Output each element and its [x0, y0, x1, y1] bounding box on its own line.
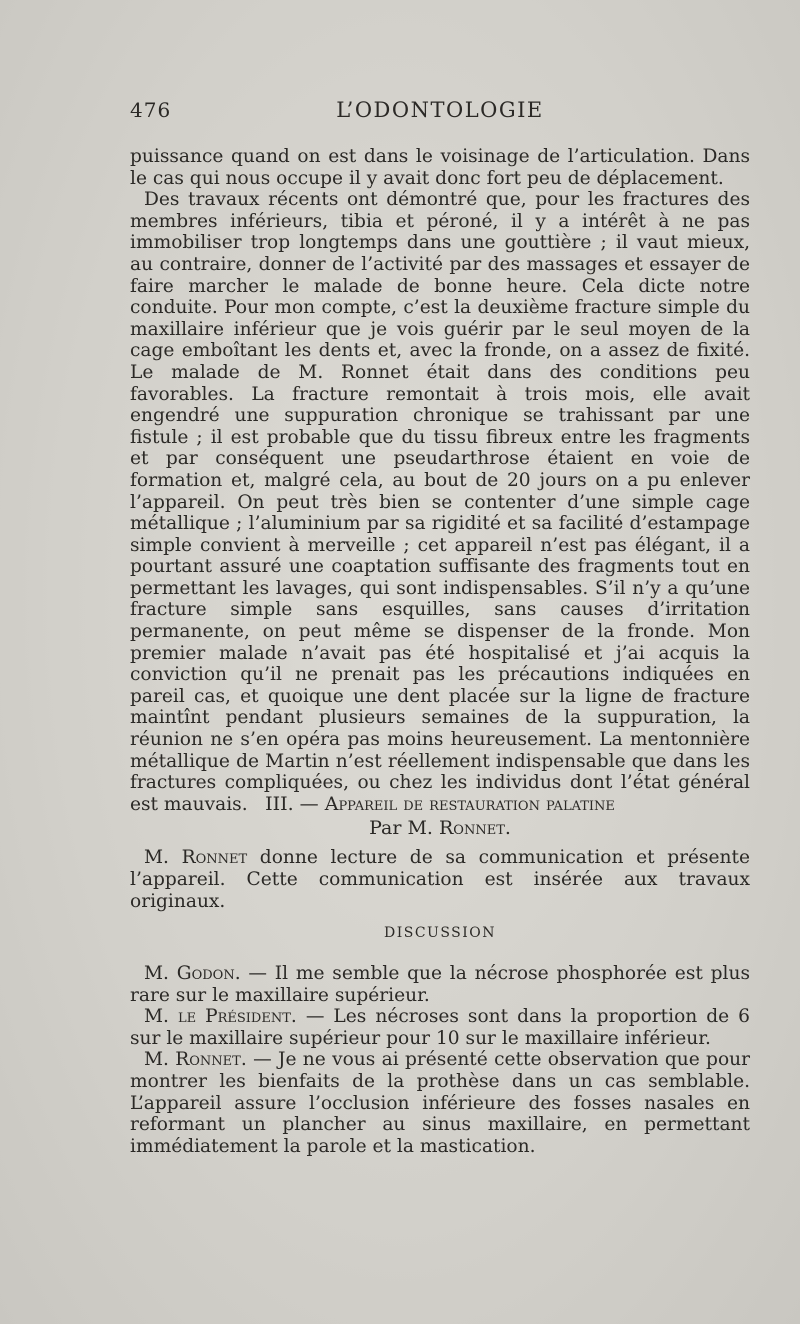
section-paragraph	[130, 847, 750, 913]
section-title-line	[130, 792, 750, 816]
running-title: L’ODONTOLOGIE	[336, 98, 544, 122]
discussion-text: — Je ne vous ai présenté cette observation que pour montrer les bienfaits de la prothèse dans un cas semblable. L’appareil assure l’occlusion inférieure des fosses nasales en reformant un plancher au sinus maxillaire, en permettant immédiatement la parole et la mastication.	[130, 1049, 751, 1157]
discussion-entry	[130, 1049, 750, 1157]
section-heading	[130, 792, 750, 840]
section-byline	[130, 816, 750, 840]
discussion-entry	[130, 1006, 750, 1049]
discussion-entry	[130, 963, 750, 1006]
discussion-block	[130, 963, 750, 1157]
byline-suffix: .	[504, 817, 511, 839]
discussion-speaker: M. le Président.	[144, 1006, 297, 1028]
body-text	[130, 146, 750, 815]
discussion-speaker: M. Godon.	[144, 963, 241, 984]
section-text: donne lecture de sa communication et présente l’appareil. Cette communication est insérée aux travaux originaux.	[130, 847, 750, 912]
section-paragraph-text	[130, 847, 750, 913]
paragraph-continuation: puissance quand on est dans le voisinage de l’articulation. Dans le cas qui nous occupe il y avait donc fort peu de déplacement.	[130, 146, 750, 189]
page-header	[130, 98, 750, 128]
byline-name: Ronnet	[439, 817, 505, 839]
discussion-title: DISCUSSION	[383, 925, 497, 941]
discussion-text: — Il me semble que la nécrose phosphorée est plus rare sur le maxillaire supérieur.	[130, 963, 750, 1006]
byline-prefix: Par M.	[369, 817, 439, 839]
section-number: III. —	[265, 793, 325, 815]
discussion-text: — Les nécroses sont dans la proportion de 6 sur le maxillaire supérieur pour 10 sur le maxillaire inférieur.	[130, 1006, 751, 1049]
section-title: Appareil de restauration palatine	[324, 793, 615, 815]
discussion-speaker: M. Ronnet.	[144, 1049, 247, 1071]
page-number: 476	[130, 98, 172, 122]
section-speaker: M. Ronnet	[144, 847, 248, 868]
paragraph-fractures: Des travaux récents ont démontré que, pour les fractures des membres inférieurs, tibia et péroné, il y a intérêt à ne pas immobiliser trop longtemps dans une gouttière ; il vaut mieux, au contraire, donner de l’activité par des massages et essayer de faire marcher le malade de bonne heure. Cela dicte notre conduite. Pour mon compte, c’est la deuxième fracture simple du maxillaire inférieur que je vois guérir par le seul moyen de la cage emboîtant les dents et, avec la fronde, on a assez de fixité. Le malade de M. Ronnet était dans des conditions peu favorables. La fracture remontait à trois mois, elle avait engendré une suppuration chronique se trahissant par une fistule ; il est probable que du tissu fibreux entre les fragments et par conséquent une pseudarthrose étaient en voie de formation et, malgré cela, au bout de 20 jours on a pu enlever l’appareil. On peut très bien se contenter d’une simple cage métallique ; l’aluminium par sa rigidité et sa facilité d’estampage simple convient à merveille ; cet appareil n’est pas élégant, il a pourtant assuré une coaptation suffisante des fragments tout en permettant les lavages, qui sont indispensables. S’il n’y a qu’une fracture simple sans esquilles, sans causes d’irritation permanente, on peut même se dispenser de la fronde. Mon premier malade n’avait pas été hospitalisé et j’ai acquis la conviction qu’il ne prenait pas les précautions indiquées en pareil cas, et quoique une dent placée sur la ligne de fracture maintînt pendant plusieurs semaines de la suppuration, la réunion ne s’en opéra pas moins heureusement. La mentonnière métallique de Martin n’est réellement indispensable que dans les fractures compliquées, ou chez les individus dont l’état général est mauvais.	[130, 189, 750, 815]
